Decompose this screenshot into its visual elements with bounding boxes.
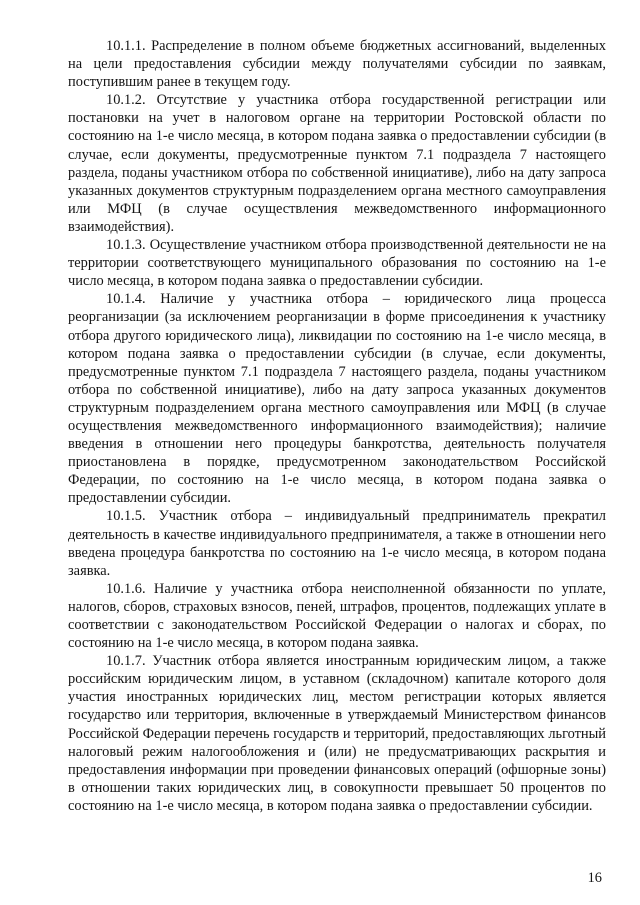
paragraph-number: 10.1.1.: [106, 38, 146, 54]
paragraph-10-1-5: [68, 507, 606, 579]
paragraph-text: Осуществление участником отбора производственной деятельности не на территории соответствующего муниципального образования по состоянию на 1-е число месяца, в котором подана заявка о предоставлении субсидии.: [68, 237, 606, 290]
paragraph-text: Распределение в полном объеме бюджетных ассигнований, выделенных на цели предоставления субсидии между получателями субсидии по заявкам, поступившим ранее в текущем году.: [68, 38, 606, 91]
paragraph-10-1-2: [68, 91, 606, 236]
paragraph-10-1-1: [68, 37, 606, 91]
document-body: [68, 37, 606, 815]
paragraph-10-1-3: [68, 236, 606, 290]
paragraph-number: 10.1.3.: [106, 237, 146, 254]
paragraph-text: Отсутствие у участника отбора государственной регистрации или постановки на учет в налоговом органе на территории Ростовской области по состоянию на 1-е число месяца, в котором подана заявка о предоставлении субсидии (в случае, если документы, предусмотренные пунктом 7.1 подраздела 7 настоящего раздела, поданы участником отбора по собственной инициативе), либо на дату запроса указанных документов структурным подразделением органа местного самоуправления или МФЦ (в случае осуществления межведомственного информационного взаимодействия).: [68, 92, 606, 235]
page-number: 16: [587, 870, 602, 886]
paragraph-number: 10.1.5.: [106, 508, 146, 525]
paragraph-10-1-6: [68, 580, 606, 652]
paragraph-number: 10.1.7.: [106, 653, 146, 670]
paragraph-text: Участник отбора – индивидуальный предприниматель прекратил деятельность в качестве индивидуального предпринимателя, а также в отношении него введена процедура банкротства по состоянию на 1-е число месяца, в котором подана заявка.: [68, 508, 606, 579]
paragraph-text: Наличие у участника отбора неисполненной обязанности по уплате, налогов, сборов, страховых взносов, пеней, штрафов, процентов, подлежащих уплате в соответствии с законодательством Российской Федерации о налогах и сборах, по состоянию на 1-е число месяца, в котором подана заявка.: [68, 580, 606, 652]
paragraph-10-1-4: [68, 290, 606, 507]
paragraph-text: Участник отбора является иностранным юридическим лицом, а также российским юридическим лицом, в уставном (складочном) капитале которого доля участия иностранных юридических лиц, местом регистрации которых является государство или территория, включенные в утверждаемый Министерством финансов Российской Федерации перечень государств и территорий, предоставляющих льготный налоговый режим налогообложения и (или) не предусматривающих раскрытия и предоставления информации при проведении финансовых операций (офшорные зоны) в отношении таких юридических лиц, в совокупности превышает 50 процентов по состоянию на 1-е число месяца, в котором подана заявка о предоставлении субсидии.: [68, 653, 606, 814]
paragraph-number: 10.1.6.: [106, 580, 146, 597]
paragraph-text: Наличие у участника отбора – юридического лица процесса реорганизации (за исключением реорганизации в форме присоединения к участнику отбора другого юридического лица), ликвидации по состоянию на 1-е число месяца, в котором подана заявка о предоставлении субсидии (в случае, если документы, предусмотренные пунктом 7.1 подраздела 7 настоящего раздела, поданы участником отбора по собственной инициативе), либо на дату запроса указанных документов структурным подразделением органа местного самоуправления или МФЦ (в случае осуществления межведомственного информационного взаимодействия); наличие введения в отношении него процедуры банкротства, деятельность получателя приостановлена в порядке, предусмотренном законодательством Российской Федерации, по состоянию на 1-е число месяца, в котором подана заявка о предоставлении субсидии.: [68, 291, 606, 507]
paragraph-10-1-7: [68, 652, 606, 815]
paragraph-number: 10.1.4.: [106, 291, 146, 308]
paragraph-number: 10.1.2.: [106, 92, 146, 109]
